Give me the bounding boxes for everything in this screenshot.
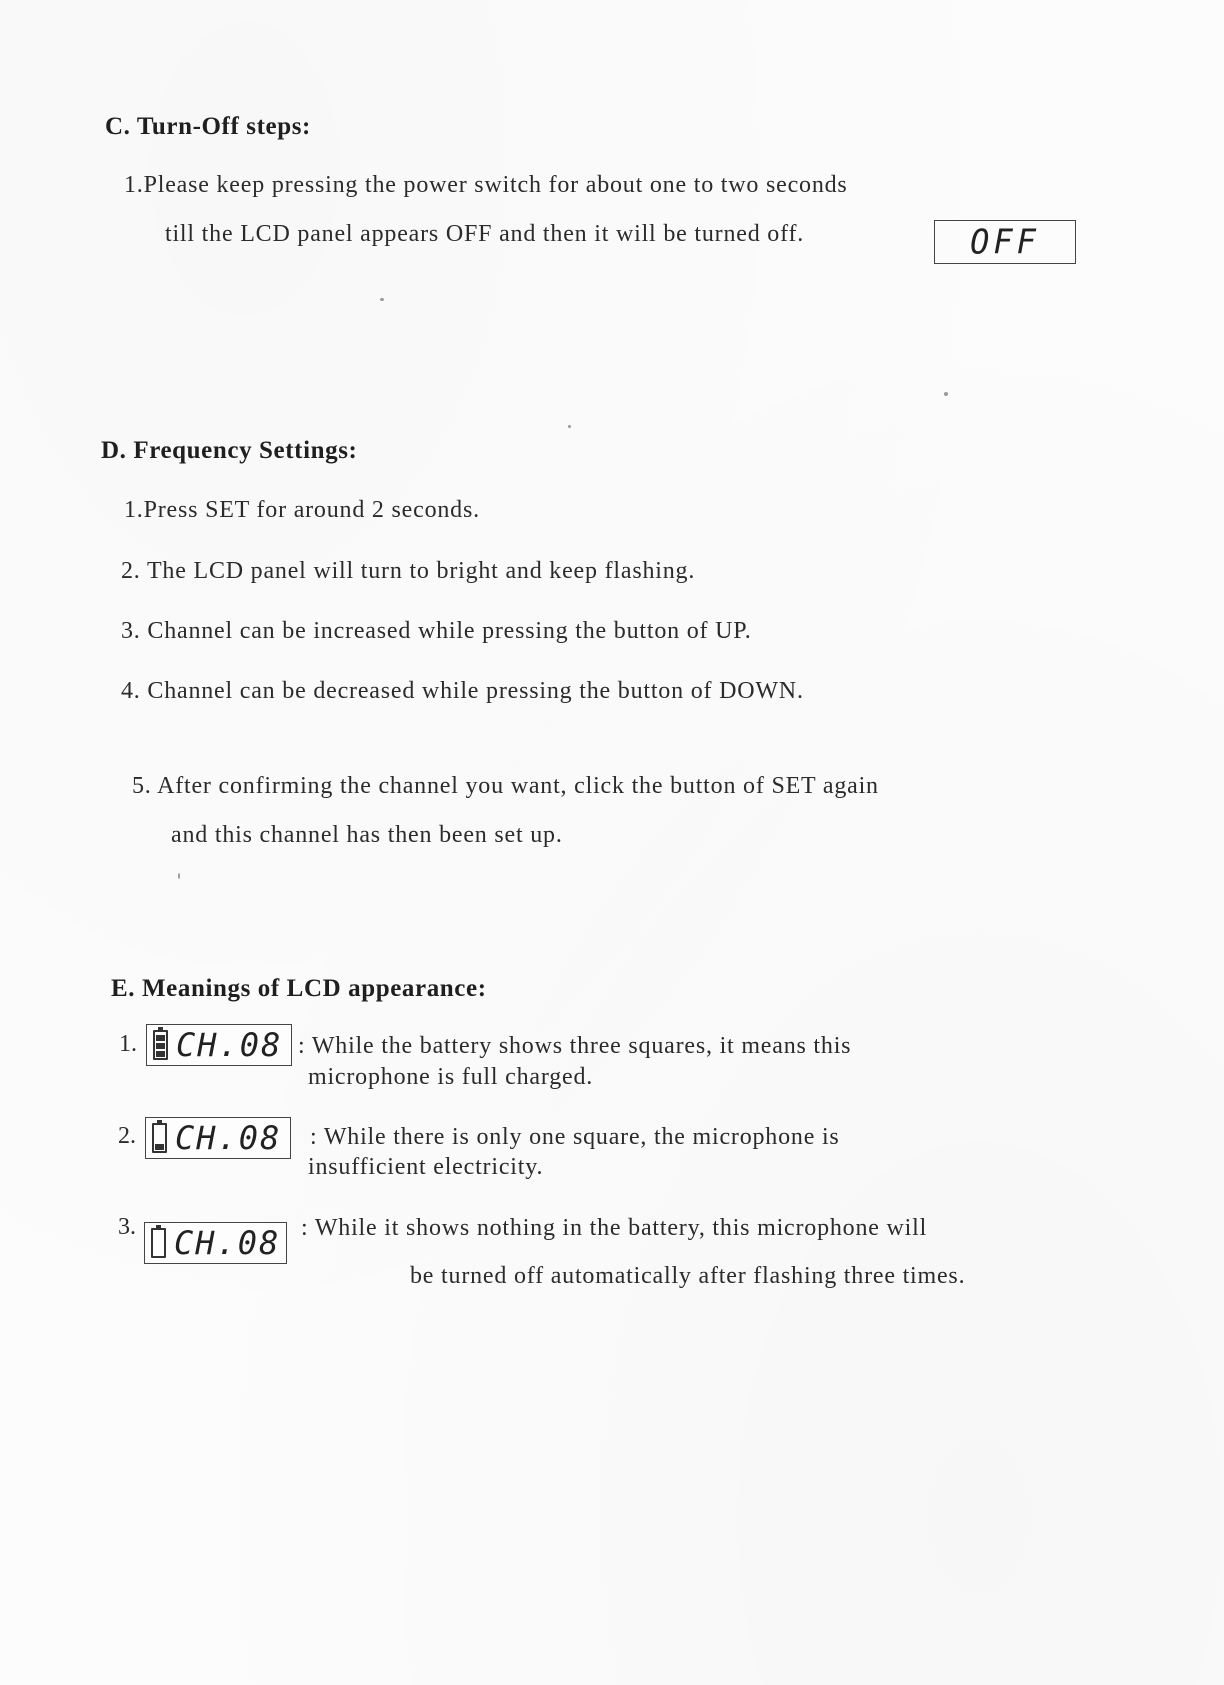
section-d-step5-line2: and this channel has then been set up. bbox=[171, 822, 563, 848]
lcd-item-3-number: 3. bbox=[118, 1214, 136, 1240]
lcd-item-1-line2: microphone is full charged. bbox=[308, 1064, 594, 1090]
battery-full-icon bbox=[153, 1030, 168, 1060]
scan-speck bbox=[380, 298, 384, 301]
lcd-item-3-channel: CH.08 bbox=[174, 1224, 281, 1262]
lcd-item-3-line2: be turned off automatically after flashing three times. bbox=[410, 1263, 966, 1289]
section-c-step1-line2: till the LCD panel appears OFF and then it will be turned off. bbox=[165, 221, 805, 247]
section-c-step1-line1: 1.Please keep pressing the power switch for about one to two seconds bbox=[124, 172, 848, 198]
section-d-step1: 1.Press SET for around 2 seconds. bbox=[124, 497, 480, 523]
section-d-step3: 3. Channel can be increased while pressing the button of UP. bbox=[121, 618, 752, 644]
section-c-heading: C. Turn-Off steps: bbox=[105, 113, 311, 140]
lcd-item-1-display bbox=[146, 1024, 292, 1066]
section-e-heading: E. Meanings of LCD appearance: bbox=[111, 975, 487, 1002]
section-d-step2: 2. The LCD panel will turn to bright and keep flashing. bbox=[121, 558, 696, 584]
lcd-item-2-number: 2. bbox=[118, 1123, 136, 1149]
lcd-off-text: OFF bbox=[970, 222, 1040, 262]
section-d-step4: 4. Channel can be decreased while pressing the button of DOWN. bbox=[121, 678, 804, 704]
lcd-item-3-line1: : While it shows nothing in the battery, this microphone will bbox=[301, 1215, 928, 1241]
scan-speck bbox=[568, 425, 571, 428]
lcd-item-1-number: 1. bbox=[119, 1031, 137, 1057]
lcd-item-3-display bbox=[144, 1222, 287, 1264]
lcd-item-1-line1: : While the battery shows three squares, it means this bbox=[298, 1033, 852, 1059]
scan-speck bbox=[178, 873, 180, 879]
scan-speck bbox=[944, 392, 948, 396]
section-d-step5-line1: 5. After confirming the channel you want, click the button of SET again bbox=[132, 773, 879, 799]
battery-low-icon bbox=[152, 1123, 167, 1153]
lcd-off-display bbox=[934, 220, 1076, 264]
lcd-item-1-channel: CH.08 bbox=[176, 1026, 283, 1064]
lcd-item-2-line1: : While there is only one square, the microphone is bbox=[310, 1124, 840, 1150]
lcd-item-2-line2: insufficient electricity. bbox=[308, 1154, 544, 1180]
battery-empty-icon bbox=[151, 1228, 166, 1258]
section-d-heading: D. Frequency Settings: bbox=[101, 437, 358, 464]
lcd-item-2-display bbox=[145, 1117, 291, 1159]
lcd-item-2-channel: CH.08 bbox=[175, 1119, 282, 1157]
